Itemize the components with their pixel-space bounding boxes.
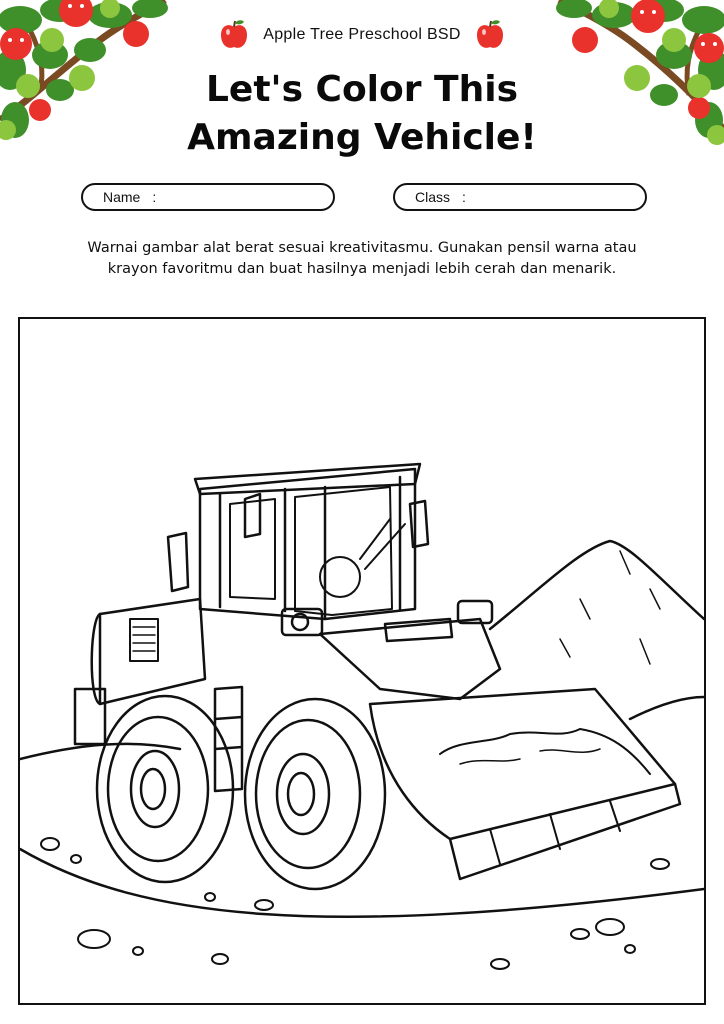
apple-icon [219, 19, 249, 51]
class-input[interactable] [472, 188, 657, 206]
dirt-mound-front [630, 697, 704, 719]
name-field[interactable] [81, 183, 335, 211]
exhaust-pipe [168, 533, 188, 591]
loader-bucket [370, 689, 675, 839]
instructions-line-2: krayon favoritmu dan buat hasilnya menjadi lebih cerah dan menarik. [107, 261, 617, 277]
lift-arm [320, 619, 500, 699]
name-label: Name [103, 189, 141, 205]
title-line-1: Let's Color This [205, 69, 518, 110]
instructions [30, 238, 694, 280]
dirt-mound [490, 541, 704, 629]
ground-curve [20, 849, 704, 917]
name-colon: : [152, 189, 157, 205]
name-input[interactable] [162, 188, 347, 206]
rear-wheel [97, 696, 233, 882]
class-label: Class [415, 189, 451, 205]
coloring-area[interactable] [18, 317, 706, 1005]
apple-icon [475, 19, 505, 51]
school-header [0, 18, 724, 52]
title-line-2: Amazing Vehicle! [187, 117, 537, 158]
front-wheel [245, 699, 385, 889]
class-colon: : [462, 189, 466, 205]
school-name: Apple Tree Preschool BSD [263, 26, 461, 43]
page-title [0, 66, 724, 162]
instructions-line-1: Warnai gambar alat berat sesuai kreativitasmu. Gunakan pensil warna atau [87, 240, 637, 256]
bucket-dirt [440, 729, 650, 774]
wheel-loader-illustration [20, 319, 704, 1003]
class-field[interactable] [393, 183, 647, 211]
